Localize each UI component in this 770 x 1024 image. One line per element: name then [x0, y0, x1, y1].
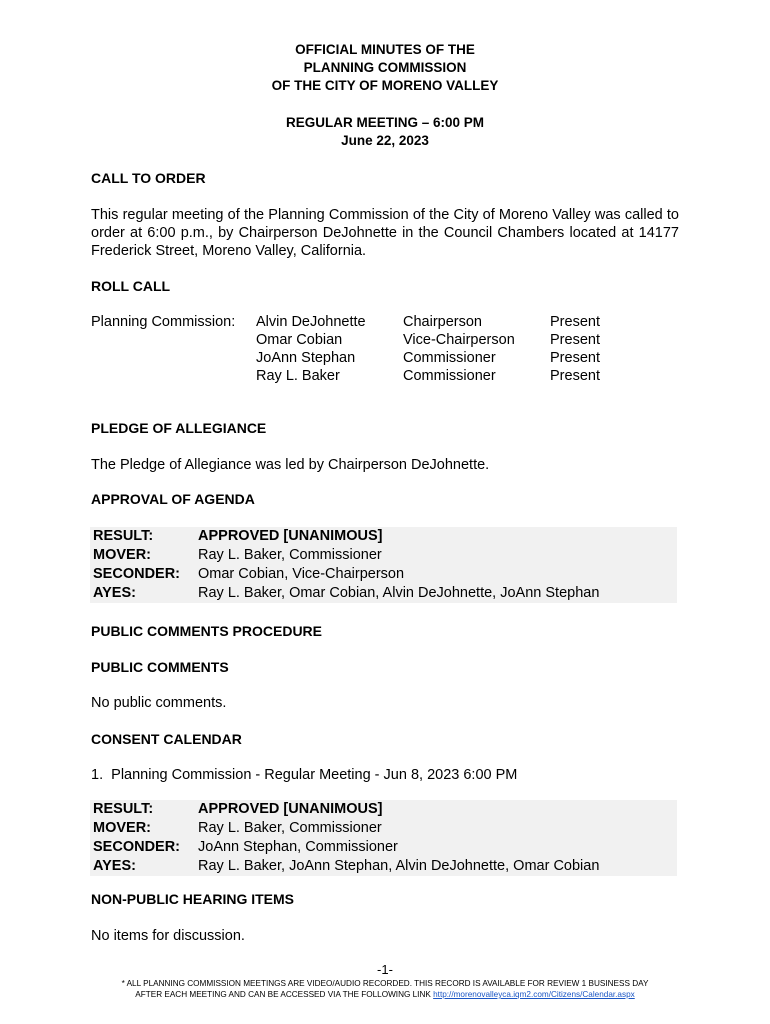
member-status: Present — [550, 368, 600, 384]
vote-row-ayes — [93, 584, 677, 603]
vote-label: SECONDER: — [93, 839, 181, 855]
consent-item: 1. Planning Commission - Regular Meeting - Jun 8, 2023 6:00 PM — [91, 767, 518, 783]
member-name: JoAnn Stephan — [256, 350, 356, 366]
calendar-link[interactable]: http://morenovalleyca.iqm2.com/Citizens/Calendar.aspx — [433, 990, 635, 999]
public-comments-heading: PUBLIC COMMENTS — [91, 659, 229, 675]
member-name: Alvin DeJohnette — [256, 314, 366, 330]
member-role: Commissioner — [403, 350, 496, 366]
vote-label: SECONDER: — [93, 566, 181, 582]
vote-mover: Ray L. Baker, Commissioner — [198, 547, 382, 563]
meeting-info — [0, 114, 770, 150]
meeting-type: REGULAR MEETING – 6:00 PM — [285, 115, 485, 130]
vote-row-ayes — [93, 857, 677, 876]
vote-row-seconder — [93, 565, 677, 584]
meeting-date: June 22, 2023 — [341, 133, 429, 148]
roll-call-roles — [403, 313, 515, 385]
vote-row-seconder — [93, 838, 677, 857]
footer-note — [0, 978, 770, 1000]
member-name: Omar Cobian — [256, 332, 343, 348]
title-line-1: OFFICIAL MINUTES OF THE — [295, 42, 475, 57]
page-number: -1- — [377, 962, 393, 977]
consent-calendar-heading: CONSENT CALENDAR — [91, 731, 242, 747]
consent-vote-table — [90, 800, 677, 876]
member-status: Present — [550, 350, 600, 366]
footer-line-2-text: AFTER EACH MEETING AND CAN BE ACCESSED VIA THE FOLLOWING LINK — [135, 990, 431, 999]
vote-result: APPROVED [UNANIMOUS] — [198, 801, 383, 817]
member-role: Vice-Chairperson — [403, 332, 515, 348]
vote-seconder: Omar Cobian, Vice-Chairperson — [198, 566, 405, 582]
call-to-order-text: This regular meeting of the Planning Commission of the City of Moreno Valley was called to order at 6:00 p.m., by Chairperson DeJohnette in the Council Chambers located at 14177 Frederick Street, Moreno Valley, California. — [91, 207, 679, 259]
member-role: Chairperson — [403, 314, 482, 330]
roll-call-heading: ROLL CALL — [91, 278, 171, 294]
member-name: Ray L. Baker — [256, 368, 340, 384]
vote-row-result — [93, 800, 677, 819]
vote-label: AYES: — [93, 585, 136, 601]
vote-label: MOVER: — [93, 820, 151, 836]
non-public-text: No items for discussion. — [91, 928, 245, 944]
vote-seconder: JoAnn Stephan, Commissioner — [198, 839, 398, 855]
roll-call-status — [550, 313, 600, 385]
vote-ayes: Ray L. Baker, Omar Cobian, Alvin DeJohnette, JoAnn Stephan — [198, 585, 600, 601]
agenda-heading: APPROVAL OF AGENDA — [91, 491, 255, 507]
member-role: Commissioner — [403, 368, 496, 384]
agenda-vote-table — [90, 527, 677, 603]
title-line-3: OF THE CITY OF MORENO VALLEY — [271, 78, 499, 93]
vote-result: APPROVED [UNANIMOUS] — [198, 528, 383, 544]
call-to-order-heading: CALL TO ORDER — [91, 170, 206, 186]
vote-mover: Ray L. Baker, Commissioner — [198, 820, 382, 836]
member-status: Present — [550, 332, 600, 348]
vote-row-mover — [93, 819, 677, 838]
title-line-2: PLANNING COMMISSION — [303, 60, 467, 75]
footer-line-1: * ALL PLANNING COMMISSION MEETINGS ARE VIDEO/AUDIO RECORDED. THIS RECORD IS AVAILABLE FOR REVIEW 1 BUSINESS DAY — [121, 979, 649, 988]
vote-row-mover — [93, 546, 677, 565]
document-title — [0, 41, 770, 95]
pledge-text: The Pledge of Allegiance was led by Chairperson DeJohnette. — [91, 457, 490, 473]
vote-label: RESULT: — [93, 528, 154, 544]
vote-row-result — [93, 527, 677, 546]
vote-label: RESULT: — [93, 801, 154, 817]
vote-label: MOVER: — [93, 547, 151, 563]
footer-line-2 — [0, 989, 770, 1000]
non-public-heading: NON-PUBLIC HEARING ITEMS — [91, 891, 294, 907]
pledge-heading: PLEDGE OF ALLEGIANCE — [91, 420, 267, 436]
vote-ayes: Ray L. Baker, JoAnn Stephan, Alvin DeJohnette, Omar Cobian — [198, 858, 600, 874]
public-comments-text: No public comments. — [91, 695, 227, 711]
roll-call-label: Planning Commission: — [91, 314, 236, 330]
roll-call-names — [256, 313, 366, 385]
vote-label: AYES: — [93, 858, 136, 874]
public-comments-procedure-heading: PUBLIC COMMENTS PROCEDURE — [91, 623, 323, 639]
member-status: Present — [550, 314, 600, 330]
